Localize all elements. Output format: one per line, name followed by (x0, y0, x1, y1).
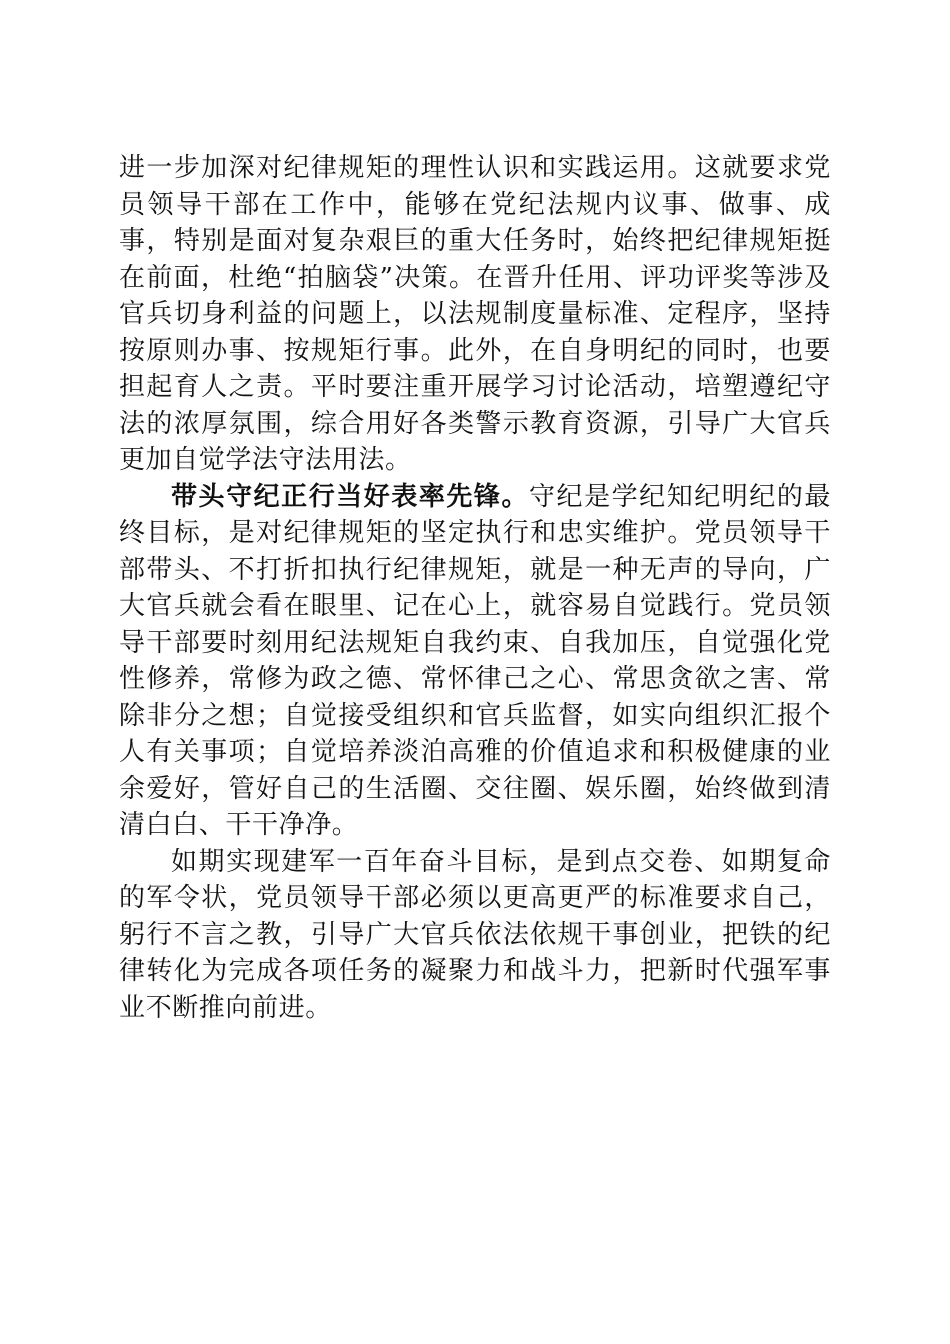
paragraph-3 (119, 844, 831, 1027)
paragraph-1-text: 进一步加深对纪律规矩的理性认识和实践运用。这就要求党员领导干部在工作中，能够在党纪法规内议事、做事、成事，特别是面对复杂艰巨的重大任务时，始终把纪律规矩挺在前面，杜绝“拍脑袋”决策。在晋升任用、评功评奖等涉及官兵切身利益的问题上，以法规制度量标准、定程序，坚持按原则办事、按规矩行事。此外，在自身明纪的同时，也要担起育人之责。平时要注重开展学习讨论活动，培塑遵纪守法的浓厚氛围，综合用好各类警示教育资源，引导广大官兵更加自觉学法守法用法。 (119, 153, 831, 475)
paragraph-1 (119, 150, 831, 479)
paragraph-2-text: 守纪是学纪知纪明纪的最终目标，是对纪律规矩的坚定执行和忠实维护。党员领导干部带头、不打折扣执行纪律规矩，就是一种无声的导向，广大官兵就会看在眼里、记在心上，就容易自觉践行。党员领导干部要时刻用纪法规矩自我约束、自我加压，自觉强化党性修养，常修为政之德、常怀律己之心、常思贪欲之害、常除非分之想；自觉接受组织和官兵监督，如实向组织汇报个人有关事项；自觉培养淡泊高雅的价值追求和积极健康的业余爱好，管好自己的生活圈、交往圈、娱乐圈，始终做到清清白白、干干净净。 (119, 481, 831, 840)
document-body (119, 150, 831, 1026)
paragraph-3-text: 如期实现建军一百年奋斗目标，是到点交卷、如期复命的军令状，党员领导干部必须以更高更严的标准要求自己，躬行不言之教，引导广大官兵依法依规干事创业，把铁的纪律转化为完成各项任务的凝聚力和战斗力，把新时代强军事业不断推向前进。 (119, 846, 831, 1023)
paragraph-2-heading: 带头守纪正行当好表率先锋。 (171, 481, 529, 512)
paragraph-2 (119, 479, 831, 844)
